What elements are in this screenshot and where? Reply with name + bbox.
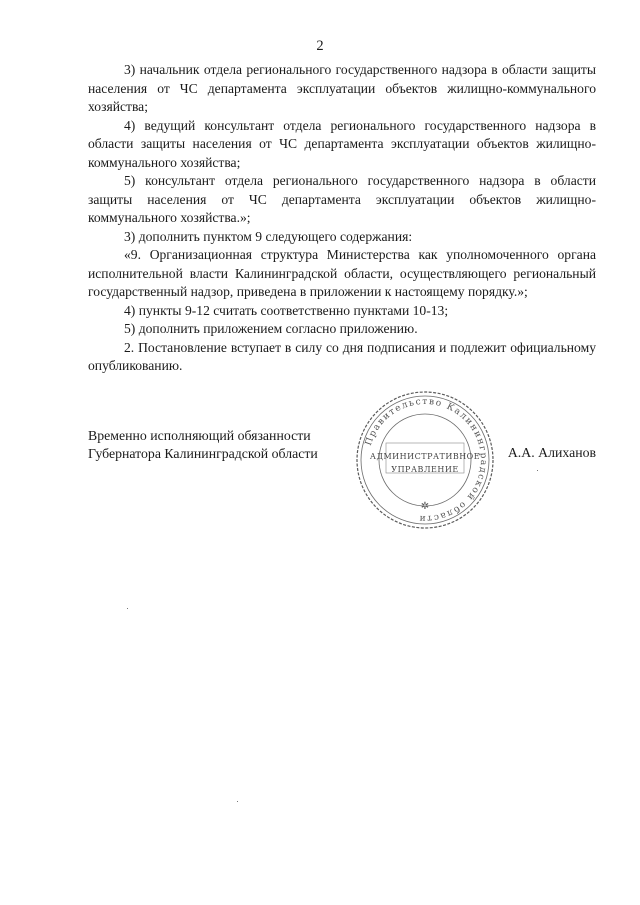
paragraph: 4) пункты 9-12 считать соответственно пунктами 10-13; (124, 302, 449, 318)
scan-speck (127, 608, 128, 609)
signatory-title-line: Временно исполняющий обязанности (88, 428, 311, 443)
seal-ring-text: Правительство Калининградской области (363, 396, 489, 524)
paragraph: 4) ведущий консультант отдела регионального государственного надзора в области защиты населения от ЧС департамента эксплуатации объектов жилищно-коммунального хозяйства; (88, 117, 596, 170)
page-number: 2 (316, 38, 324, 54)
scan-speck (537, 470, 538, 471)
seal-center-text: АДМИНИСТРАТИВНОЕ (369, 452, 481, 461)
paragraph: 2. Постановление вступает в силу со дня подписания и подлежит официальному опубликованию. (88, 339, 596, 373)
paragraph: 5) дополнить приложением согласно приложению. (124, 321, 418, 336)
document-body (88, 61, 596, 376)
paragraph: 5) консультант отдела регионального государственного надзора в области защиты населения от ЧС департамента эксплуатации объектов жилищно-коммунального хозяйства.»; (88, 173, 596, 225)
signature-block (88, 396, 596, 535)
signatory-title-line: Губернатора Калининградской области (88, 446, 318, 461)
signatory-name: А.А. Алиханов (507, 445, 596, 460)
seal-center-text: УПРАВЛЕНИЕ (391, 465, 459, 474)
scan-speck (237, 801, 238, 802)
official-seal (350, 385, 500, 535)
svg-text:✲: ✲ (420, 501, 430, 512)
paragraph: 3) начальник отдела регионального государственного надзора в области защиты населения от ЧС департамента эксплуатации объектов жилищно-коммунального хозяйства; (88, 62, 596, 114)
signatory-title (88, 427, 318, 463)
paragraph: «9. Организационная структура Министерства как уполномоченного органа исполнительной власти Калининградской области, осуществляющего региональный государственный надзор, приведена в приложении к настоящему порядку.»; (88, 247, 596, 299)
paragraph: 3) дополнить пунктом 9 следующего содержания: (124, 228, 413, 244)
